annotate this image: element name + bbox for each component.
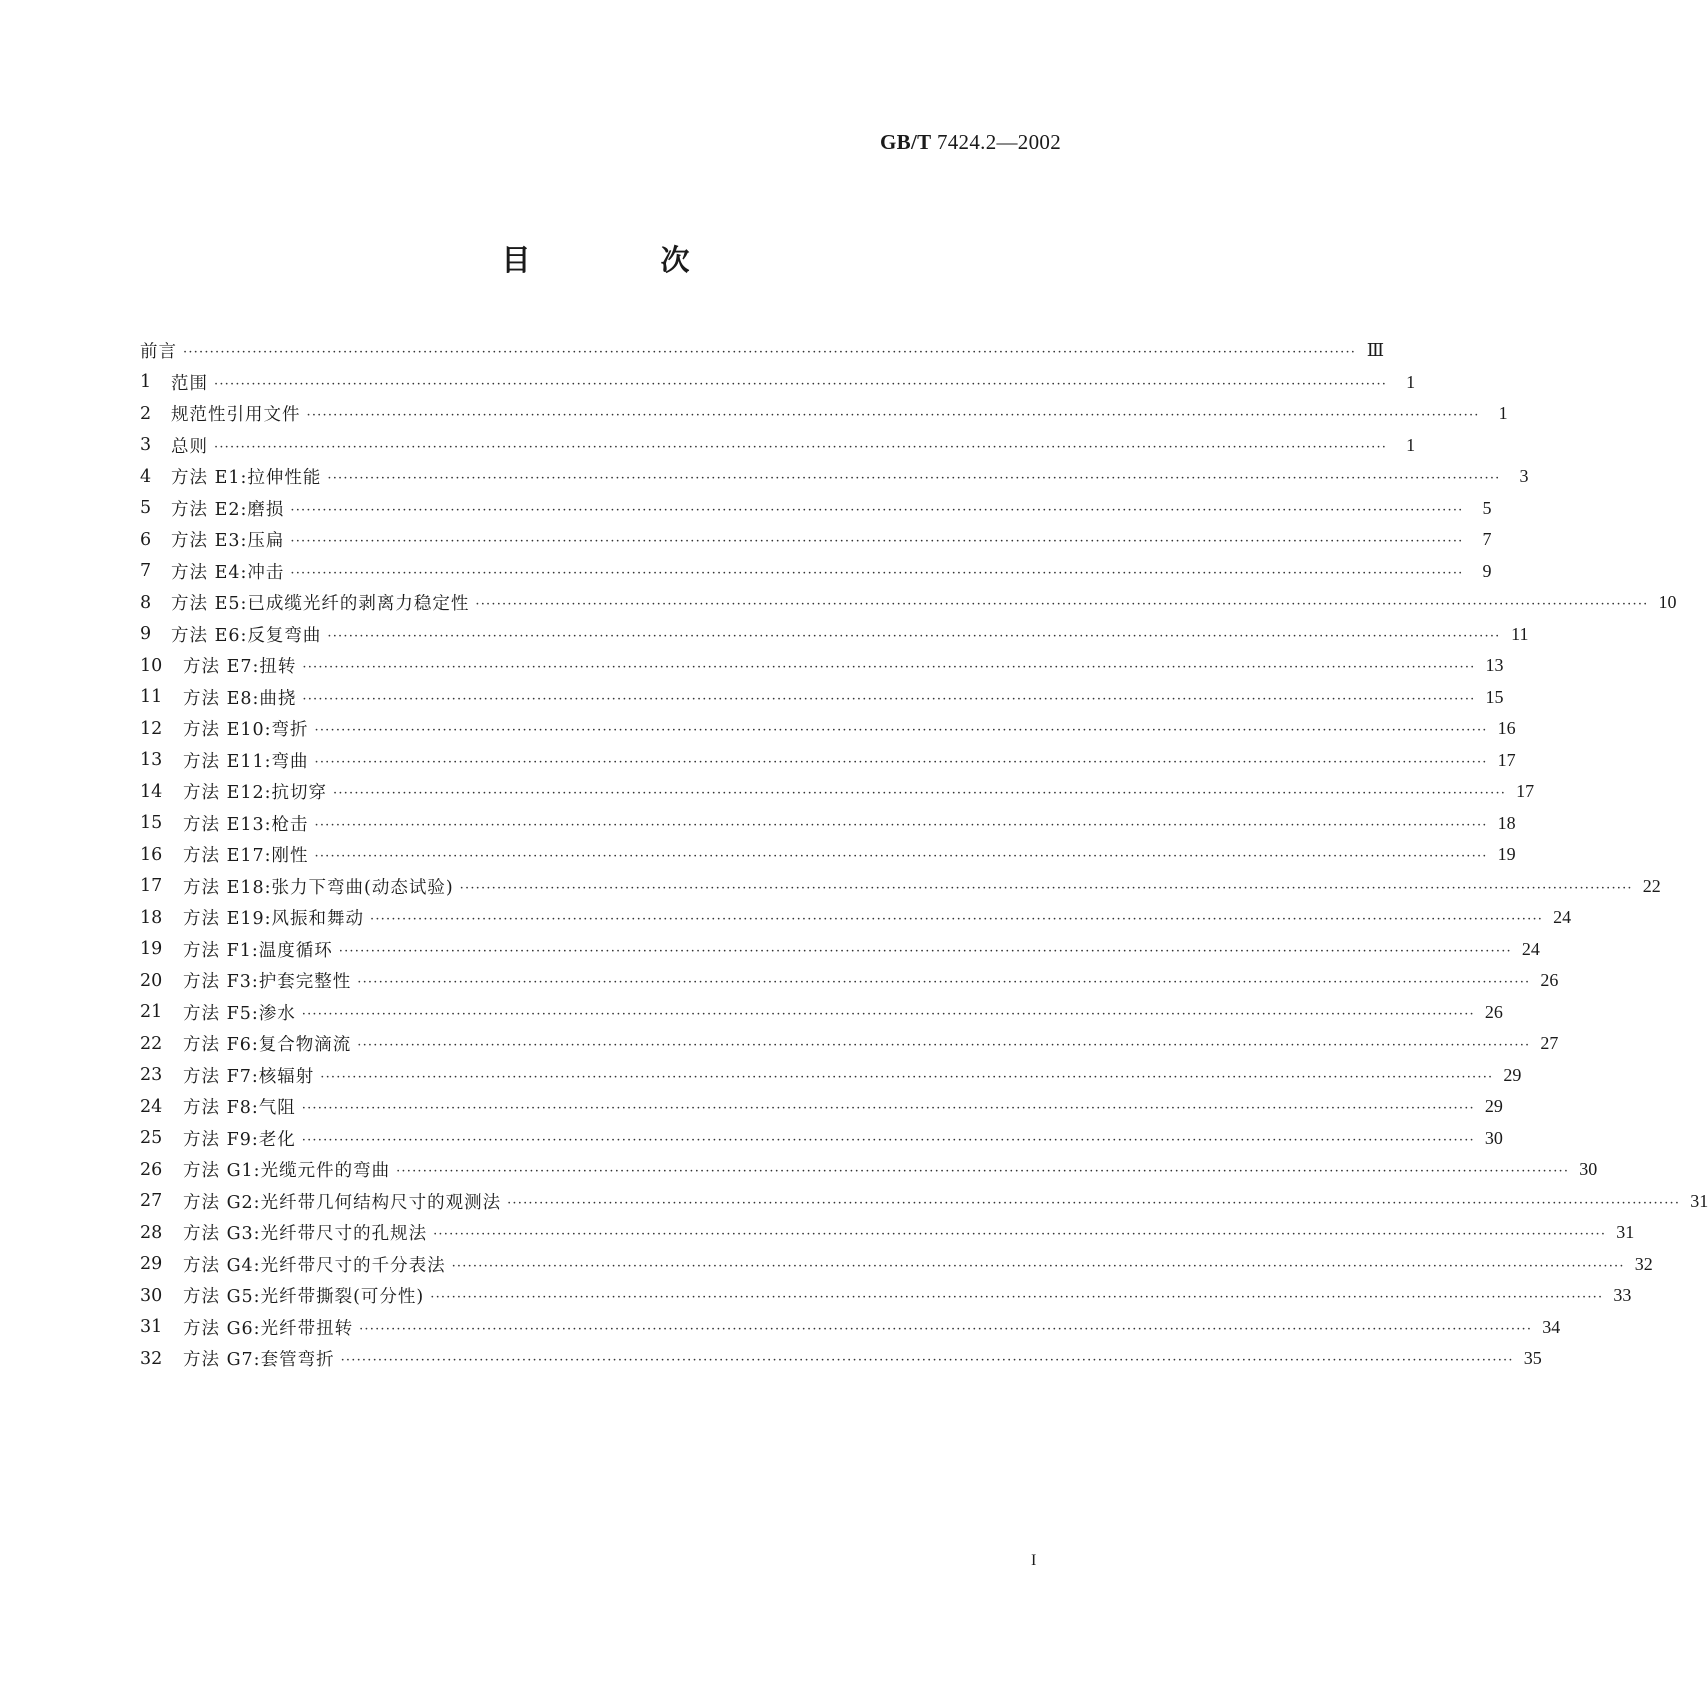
toc-entry[interactable] <box>140 1028 1559 1060</box>
toc-entry-page: 27 <box>1540 1033 1559 1054</box>
standard-prefix: GB/T <box>880 130 932 154</box>
toc-entry[interactable] <box>140 524 1492 556</box>
toc-entry-page: 24 <box>1553 907 1572 928</box>
toc-entry-number: 10 <box>140 655 163 676</box>
toc-leader-dots: ···························································································································································································································· <box>433 1227 1607 1243</box>
toc-entry[interactable] <box>140 587 1677 619</box>
toc-entry-label: 方法 E5:已成缆光纤的剥离力稳定性 <box>171 594 470 615</box>
toc-entry-label: 方法 F8:气阻 <box>183 1098 296 1119</box>
toc-entry-number: 14 <box>140 781 163 802</box>
toc-entry-number: 24 <box>140 1096 163 1117</box>
toc-entry-number: 18 <box>140 907 163 928</box>
toc-entry-label: 方法 E4:冲击 <box>171 562 285 583</box>
toc-leader-dots: ···························································································································································································································· <box>302 691 1476 707</box>
toc-entry[interactable] <box>140 461 1529 493</box>
toc-entry-number: 32 <box>140 1348 163 1369</box>
toc-entry-label: 方法 G1:光缆元件的弯曲 <box>183 1161 391 1182</box>
toc-entry-number: 31 <box>140 1317 163 1338</box>
toc-entry-label: 方法 E1:拉伸性能 <box>171 468 322 489</box>
toc-leader-dots: ···························································································································································································································· <box>314 754 1488 770</box>
toc-entry-number: 22 <box>140 1033 163 1054</box>
toc-leader-dots: ···························································································································································································································· <box>302 660 1476 676</box>
toc-entry-number: 5 <box>140 498 152 519</box>
toc-entry-label: 方法 E13:枪击 <box>183 814 309 835</box>
toc-entry[interactable] <box>140 745 1516 777</box>
toc-entry-label: 方法 E18:张力下弯曲(动态试验) <box>183 877 454 898</box>
toc-entry-label: 范围 <box>171 373 208 394</box>
toc-leader-dots: ···························································································································································································································· <box>507 1195 1681 1211</box>
toc-entry-number: 28 <box>140 1222 163 1243</box>
toc-entry-label: 方法 E7:扭转 <box>183 657 297 678</box>
toc-entry-page: 17 <box>1497 749 1516 770</box>
page-title: 目 次 <box>501 243 750 277</box>
toc-entry-page: 10 <box>1658 592 1677 613</box>
toc-entry-page: 34 <box>1542 1316 1561 1337</box>
toc-entry[interactable] <box>140 335 1385 367</box>
standard-code <box>880 130 1061 155</box>
toc-entry-label: 方法 E12:抗切穿 <box>183 783 328 804</box>
toc-entry-label: 总则 <box>171 436 208 457</box>
toc-entry-number: 8 <box>140 592 152 613</box>
toc-leader-dots: ···························································································································································································································· <box>327 628 1501 644</box>
toc-leader-dots: ···························································································································································································································· <box>396 1164 1570 1180</box>
toc-entry[interactable] <box>140 934 1540 966</box>
toc-entry-page: 9 <box>1482 560 1492 581</box>
toc-entry-number: 20 <box>140 970 163 991</box>
toc-entry-number: 16 <box>140 844 163 865</box>
toc-entry[interactable] <box>140 997 1503 1029</box>
toc-entry-page: 24 <box>1521 938 1540 959</box>
toc-leader-dots: ···························································································································································································································· <box>340 1353 1514 1369</box>
toc-entry-page: 3 <box>1519 466 1529 487</box>
toc-leader-dots: ···························································································································································································································· <box>290 502 1464 518</box>
toc-entry[interactable] <box>140 430 1416 462</box>
toc-entry-label: 方法 F1:温度循环 <box>183 940 333 961</box>
toc-entry[interactable] <box>140 713 1516 745</box>
toc-entry-label: 方法 G6:光纤带扭转 <box>183 1318 354 1339</box>
toc-entry[interactable] <box>140 367 1416 399</box>
toc-entry-number: 30 <box>140 1285 163 1306</box>
toc-entry[interactable] <box>140 1123 1503 1155</box>
toc-entry-label: 方法 E11:弯曲 <box>183 751 309 772</box>
toc-entry-label: 方法 E10:弯折 <box>183 720 309 741</box>
toc-entry-number: 15 <box>140 813 163 834</box>
toc-entry[interactable] <box>140 650 1504 682</box>
toc-entry[interactable] <box>140 871 1661 903</box>
toc-entry-page: 5 <box>1482 497 1492 518</box>
toc-leader-dots: ···························································································································································································································· <box>306 408 1480 424</box>
toc-entry-number: 3 <box>140 435 152 456</box>
toc-entry-label: 方法 E6:反复弯曲 <box>171 625 322 646</box>
toc-entry[interactable] <box>140 808 1516 840</box>
toc-entry-page: 1 <box>1406 434 1416 455</box>
toc-entry-label: 方法 E3:压扁 <box>171 531 285 552</box>
table-of-contents <box>140 335 1708 1375</box>
toc-leader-dots: ···························································································································································································································· <box>459 880 1633 896</box>
toc-entry[interactable] <box>140 902 1572 934</box>
toc-entry-label: 方法 E8:曲挠 <box>183 688 297 709</box>
toc-entry-number: 27 <box>140 1191 163 1212</box>
toc-leader-dots: ···························································································································································································································· <box>290 534 1464 550</box>
toc-entry[interactable] <box>140 1091 1503 1123</box>
toc-leader-dots: ···························································································································································································································· <box>183 345 1357 361</box>
toc-entry-number: 6 <box>140 529 152 550</box>
toc-leader-dots: ···························································································································································································································· <box>301 1132 1475 1148</box>
toc-entry-number: 23 <box>140 1065 163 1086</box>
toc-entry[interactable] <box>140 1154 1598 1186</box>
toc-leader-dots: ···························································································································································································································· <box>327 471 1501 487</box>
toc-entry-page: 15 <box>1485 686 1504 707</box>
toc-entry-label: 方法 F6:复合物滴流 <box>183 1035 352 1056</box>
toc-entry-label: 方法 E17:刚性 <box>183 846 309 867</box>
toc-leader-dots: ···························································································································································································································· <box>314 849 1488 865</box>
toc-entry-number: 25 <box>140 1128 163 1149</box>
toc-leader-dots: ···························································································································································································································· <box>314 817 1488 833</box>
toc-entry-label: 方法 F9:老化 <box>183 1129 296 1150</box>
toc-entry-label: 方法 G2:光纤带几何结构尺寸的观测法 <box>183 1192 502 1213</box>
toc-entry[interactable] <box>140 1186 1708 1218</box>
toc-entry-page: 11 <box>1511 623 1529 644</box>
toc-entry-label: 方法 F7:核辐射 <box>183 1066 315 1087</box>
toc-entry-label: 规范性引用文件 <box>171 405 301 426</box>
toc-entry-number: 13 <box>140 750 163 771</box>
toc-leader-dots: ···························································································································································································································· <box>314 723 1488 739</box>
toc-entry-page: 32 <box>1634 1253 1653 1274</box>
toc-leader-dots: ···························································································································································································································· <box>214 439 1388 455</box>
toc-entry-label: 方法 G5:光纤带撕裂(可分性) <box>183 1287 425 1308</box>
toc-entry[interactable] <box>140 619 1529 651</box>
toc-entry-label: 前言 <box>140 342 177 363</box>
toc-leader-dots: ···························································································································································································································· <box>357 1038 1531 1054</box>
toc-entry-number: 11 <box>140 687 163 708</box>
toc-entry-label: 方法 F5:渗水 <box>183 1003 296 1024</box>
toc-entry[interactable] <box>140 839 1516 871</box>
toc-entry-label: 方法 G7:套管弯折 <box>183 1350 335 1371</box>
toc-leader-dots: ···························································································································································································································· <box>370 912 1544 928</box>
toc-entry-page: 35 <box>1523 1348 1542 1369</box>
toc-entry[interactable] <box>140 1280 1632 1312</box>
toc-leader-dots: ···························································································································································································································· <box>357 975 1531 991</box>
toc-entry-number: 9 <box>140 624 152 645</box>
toc-entry-number: 26 <box>140 1159 163 1180</box>
toc-entry-page: 1 <box>1406 371 1416 392</box>
toc-entry-label: 方法 E2:磨损 <box>171 499 285 520</box>
toc-entry-page: 29 <box>1484 1096 1503 1117</box>
toc-entry-page: Ⅲ <box>1366 340 1385 361</box>
toc-entry-page: 26 <box>1484 1001 1503 1022</box>
toc-entry[interactable] <box>140 1060 1522 1092</box>
toc-entry[interactable] <box>140 1249 1653 1281</box>
toc-entry-number: 17 <box>140 876 163 897</box>
toc-leader-dots: ···························································································································································································································· <box>333 786 1507 802</box>
toc-entry-number: 1 <box>140 372 152 393</box>
toc-entry[interactable] <box>140 776 1535 808</box>
toc-entry-number: 7 <box>140 561 152 582</box>
page-number: I <box>1031 1552 1037 1569</box>
toc-entry[interactable] <box>140 1312 1561 1344</box>
toc-leader-dots: ···························································································································································································································· <box>290 565 1464 581</box>
toc-entry-number: 19 <box>140 939 163 960</box>
toc-entry[interactable] <box>140 1217 1635 1249</box>
toc-entry-number: 2 <box>140 403 152 424</box>
toc-entry-page: 33 <box>1613 1285 1632 1306</box>
toc-entry-number: 12 <box>140 718 163 739</box>
toc-leader-dots: ···························································································································································································································· <box>475 597 1649 613</box>
toc-entry[interactable] <box>140 556 1492 588</box>
toc-entry-label: 方法 G3:光纤带尺寸的孔规法 <box>183 1224 428 1245</box>
toc-entry-page: 22 <box>1642 875 1661 896</box>
toc-entry-page: 1 <box>1498 403 1508 424</box>
toc-entry-page: 18 <box>1497 812 1516 833</box>
toc-entry-number: 29 <box>140 1254 163 1275</box>
toc-entry-page: 31 <box>1690 1190 1708 1211</box>
toc-leader-dots: ···························································································································································································································· <box>430 1290 1604 1306</box>
standard-number: 7424.2—2002 <box>931 130 1061 154</box>
toc-leader-dots: ···························································································································································································································· <box>451 1258 1625 1274</box>
toc-entry[interactable] <box>140 493 1492 525</box>
toc-entry[interactable] <box>140 682 1504 714</box>
toc-entry-page: 16 <box>1497 718 1516 739</box>
toc-leader-dots: ···························································································································································································································· <box>359 1321 1533 1337</box>
toc-entry[interactable] <box>140 965 1559 997</box>
toc-entry-page: 29 <box>1503 1064 1522 1085</box>
toc-entry-page: 13 <box>1485 655 1504 676</box>
toc-leader-dots: ···························································································································································································································· <box>301 1101 1475 1117</box>
toc-entry[interactable] <box>140 398 1508 430</box>
toc-entry-label: 方法 E19:风振和舞动 <box>183 909 365 930</box>
toc-entry-label: 方法 G4:光纤带尺寸的千分表法 <box>183 1255 446 1276</box>
toc-leader-dots: ···························································································································································································································· <box>214 376 1388 392</box>
toc-entry-page: 30 <box>1579 1159 1598 1180</box>
toc-entry-page: 30 <box>1484 1127 1503 1148</box>
toc-entry-label: 方法 F3:护套完整性 <box>183 972 352 993</box>
toc-leader-dots: ···························································································································································································································· <box>320 1069 1494 1085</box>
toc-leader-dots: ···························································································································································································································· <box>338 943 1512 959</box>
toc-entry-number: 21 <box>140 1002 163 1023</box>
toc-entry-page: 17 <box>1516 781 1535 802</box>
toc-entry-page: 19 <box>1497 844 1516 865</box>
toc-entry-page: 26 <box>1540 970 1559 991</box>
toc-entry[interactable] <box>140 1343 1542 1375</box>
toc-leader-dots: ···························································································································································································································· <box>301 1006 1475 1022</box>
toc-entry-number: 4 <box>140 466 152 487</box>
toc-entry-page: 7 <box>1482 529 1492 550</box>
toc-entry-page: 31 <box>1616 1222 1635 1243</box>
